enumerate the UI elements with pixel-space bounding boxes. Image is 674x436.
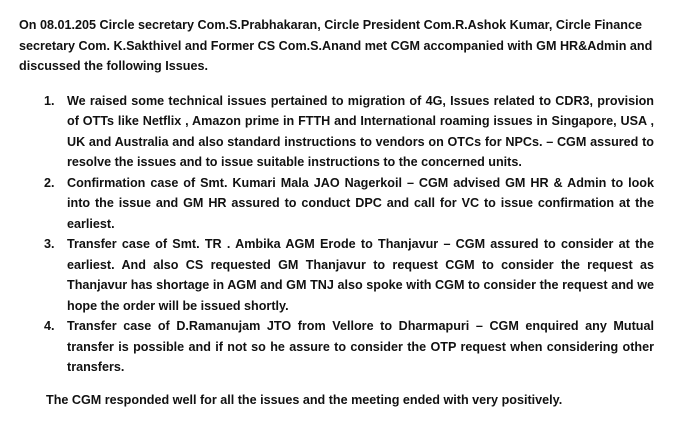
item-text: Confirmation case of Smt. Kumari Mala JAO Nagerkoil – CGM advised GM HR & Admin to look into the issue and GM HR assured to conduct DPC and call for VC to issue confirmation at the earliest. <box>67 175 654 231</box>
item-text: Transfer case of Smt. TR . Ambika AGM Erode to Thanjavur – CGM assured to consider at the earliest. And also CS requested GM Thanjavur to request CGM to consider the request as Thanjavur has shortage in AGM and GM TNJ also spoke with CGM to consider the request and we hope the order will be issued shortly. <box>67 237 654 313</box>
item-text: Transfer case of D.Ramanujam JTO from Vellore to Dharmapuri – CGM enquired any Mutual transfer is possible and if not so he assure to consider the OTP request when considering other transfers. <box>67 319 654 374</box>
item-text: We raised some technical issues pertained to migration of 4G, Issues related to CDR3, provision of OTTs like Netflix , Amazon prime in FTTH and International roaming issues in Singapore, USA , UK and Australia and also standard instructions to vendors on OTCs for NPCs. – CGM assured to resolve the issues and to issue suitable instructions to the concerned units. <box>67 93 654 169</box>
item-number: 3. <box>44 237 55 251</box>
item-number: 4. <box>44 319 55 333</box>
list-item <box>19 91 654 173</box>
list-item <box>19 234 654 316</box>
intro-paragraph: On 08.01.205 Circle secretary Com.S.Prabhakaran, Circle President Com.R.Ashok Kumar, Circle Finance secretary Com. K.Sakthivel and Former CS Com.S.Anand met CGM accompanied with GM HR&Admin and discussed the following Issues. <box>19 18 653 73</box>
item-number: 1. <box>44 93 55 108</box>
issues-list <box>19 91 654 378</box>
list-item <box>19 173 654 235</box>
item-number: 2. <box>44 175 55 190</box>
closing-paragraph: The CGM responded well for all the issues and the meeting ended with very positively. <box>46 392 563 407</box>
list-item <box>19 316 654 378</box>
